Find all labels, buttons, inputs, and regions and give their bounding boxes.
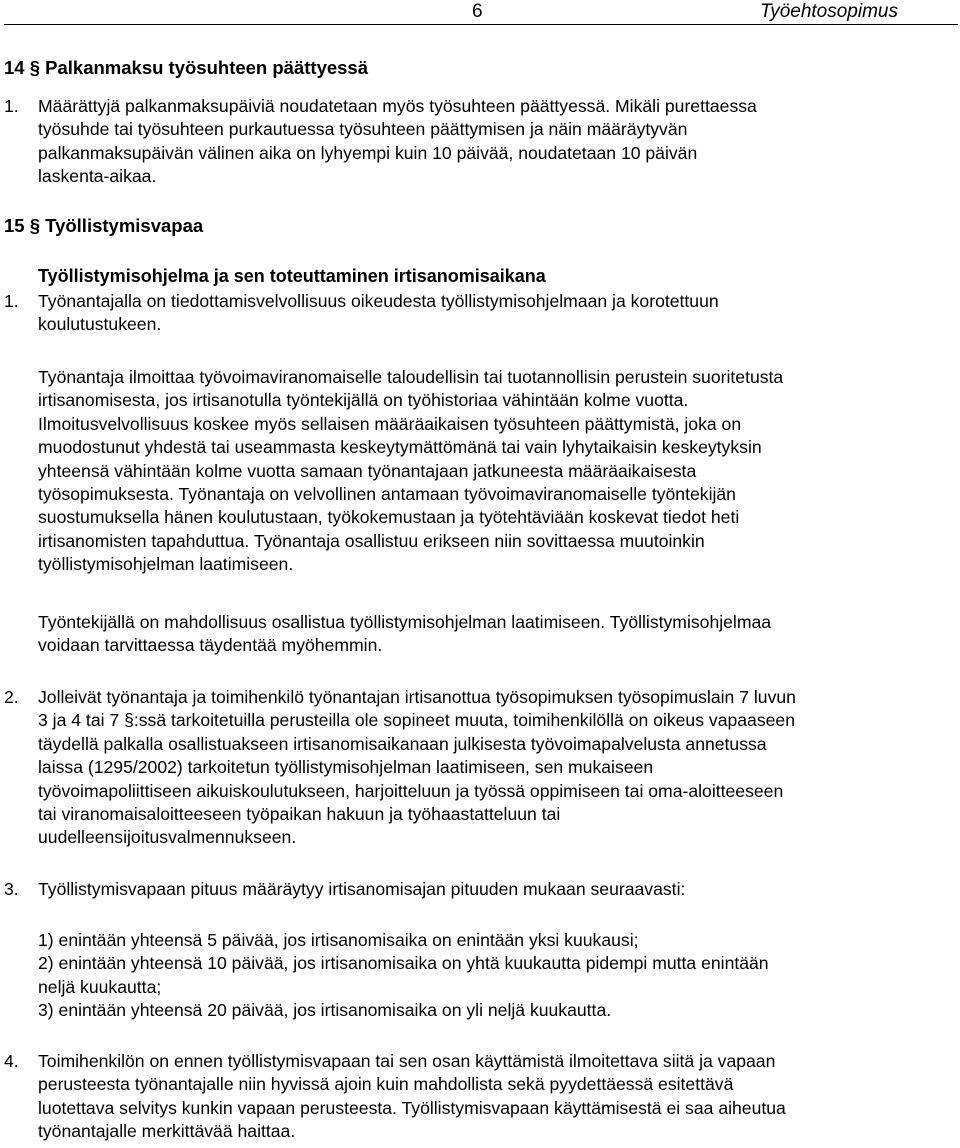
s15-item-3-list: [38, 929, 950, 1023]
s15-item-1-paragraph-3: [38, 611, 950, 658]
s15-item-3-intro: [38, 878, 950, 901]
list-item: neljä kuukautta;: [38, 976, 162, 997]
s14-item-1-text: [38, 95, 950, 189]
text-line: muodostunut yhdestä tai useammasta keskeytymättömänä tai vain lyhytaikaisin keskeytyksin: [38, 437, 762, 458]
text-line: irtisanomisten tapahduttua. Työnantaja osallistuu erikseen niin sovittaessa muutoinkin: [38, 530, 705, 551]
text-line: palkanmaksupäivän välinen aika on lyhyempi kuin 10 päivää, noudatetaan 10 päivän: [38, 142, 698, 163]
text-line: Jolleivät työnantaja ja toimihenkilö työnantajan irtisanottua työsopimuksen työsopimuslain 7 luvun: [38, 687, 796, 707]
text-line: Työntekijällä on mahdollisuus osallistua työllistymisohjelman laatimiseen. Työllistymisohjelmaa: [38, 612, 772, 632]
document-title: Työehtosopimus: [760, 1, 898, 22]
list-item: 3) enintään yhteensä 20 päivää, jos irtisanomisaika on yli neljä kuukautta.: [38, 1000, 612, 1021]
s15-item-4-number: 4.: [4, 1051, 19, 1071]
s15-item-2-text: [38, 686, 950, 850]
text-line: työsopimuksesta. Työnantaja on velvollinen antamaan työvoimaviranomaiselle työntekijän: [38, 484, 736, 505]
s15-item-1-paragraph-2: [38, 366, 950, 577]
text-line: Ilmoitusvelvollisuus koskee myös sellaisen määräaikaisen työsuhteen päättymistä, joka on: [38, 413, 742, 434]
text-line: uudelleensijoitusvalmennukseen.: [38, 827, 297, 848]
text-line: työsuhde tai työsuhteen purkautuessa työsuhteen päättymisen ja näin määräytyvän: [38, 119, 688, 140]
text-line: Työllistymisvapaan pituus määräytyy irtisanomisajan pituuden mukaan seuraavasti:: [38, 879, 686, 899]
text-line: Toimihenkilön on ennen työllistymisvapaan tai sen osan käyttämistä ilmoitettava siitä ja vapaan: [38, 1051, 776, 1071]
text-line: perusteesta työnantajalle niin hyvissä ajoin kuin mahdollista sekä pyydettäessä esitettävä: [38, 1074, 734, 1095]
text-line: laskenta-aikaa.: [38, 166, 157, 187]
text-line: 3 ja 4 tai 7 §:ssä tarkoitetuilla perusteilla ole sopineet muuta, toimihenkilöllä on oikeus vapaaseen: [38, 710, 795, 731]
text-line: suostumuksella hänen koulutustaan, työkokemustaan ja työtehtäviään koskevat tiedot heti: [38, 507, 740, 528]
s15-item-2-number: 2.: [4, 687, 19, 707]
text-line: Työnantaja ilmoittaa työvoimaviranomaiselle taloudellisin tai tuotannollisin perustein suoritetusta: [38, 367, 784, 387]
text-line: laissa (1295/2002) tarkoitetun työllistymisohjelman laatimiseen, sen mukaiseen: [38, 757, 654, 778]
text-line: työnantajalle merkittävää haittaa.: [38, 1121, 296, 1142]
text-line: voidaan tarvittaessa täydentää myöhemmin.: [38, 635, 383, 656]
list-item: 2) enintään yhteensä 10 päivää, jos irtisanomisaika on yhtä kuukautta pidempi mutta enintään: [38, 953, 769, 974]
section-15-subheading: Työllistymisohjelma ja sen toteuttaminen irtisanomisaikana: [38, 266, 546, 286]
header-divider: [4, 24, 958, 25]
text-line: irtisanomisesta, jos irtisanotulla työntekijällä on työhistoriaa vähintään kolme vuotta.: [38, 390, 689, 411]
text-line: Määrättyjä palkanmaksupäiviä noudatetaan myös työsuhteen päättyessä. Mikäli purettaessa: [38, 96, 757, 116]
section-15-heading: 15 § Työllistymisvapaa: [4, 215, 204, 236]
list-item: 1) enintään yhteensä 5 päivää, jos irtisanomisaika on enintään yksi kuukausi;: [38, 930, 639, 950]
text-line: yhteensä vähintään kolme vuotta samaan työnantajaan jatkuneesta määräaikaisesta: [38, 460, 697, 481]
text-line: luotettava selvitys kunkin vapaan perusteesta. Työllistymisvapaan käyttämisestä ei saa aiheutua: [38, 1097, 786, 1118]
text-line: työvoimapoliittiseen aikuiskoulutukseen, harjoitteluun ja työssä oppimiseen tai oma-aloitteeseen: [38, 780, 784, 801]
text-line: tai viranomaisaloitteeseen työpaikan hakuun ja työhaastatteluun tai: [38, 804, 561, 825]
s15-item-4-text: [38, 1050, 950, 1144]
text-line: koulutustukeen.: [38, 314, 162, 335]
s14-item-1-number: 1.: [4, 96, 19, 116]
section-14-heading: 14 § Palkanmaksu työsuhteen päättyessä: [4, 57, 369, 78]
s15-item-1-number: 1.: [4, 291, 19, 311]
page-header: [0, 0, 960, 26]
s15-item-3-number: 3.: [4, 879, 19, 899]
text-line: työllistymisohjelman laatimiseen.: [38, 554, 294, 575]
page-number: 6: [472, 1, 483, 22]
s15-item-1-paragraph-1: [38, 290, 950, 337]
text-line: Työnantajalla on tiedottamisvelvollisuus oikeudesta työllistymisohjelmaan ja korotettuun: [38, 291, 719, 311]
text-line: täydellä palkalla osallistuakseen irtisanomisaikanaan julkisesta työvoimapalvelusta annetussa: [38, 733, 767, 754]
